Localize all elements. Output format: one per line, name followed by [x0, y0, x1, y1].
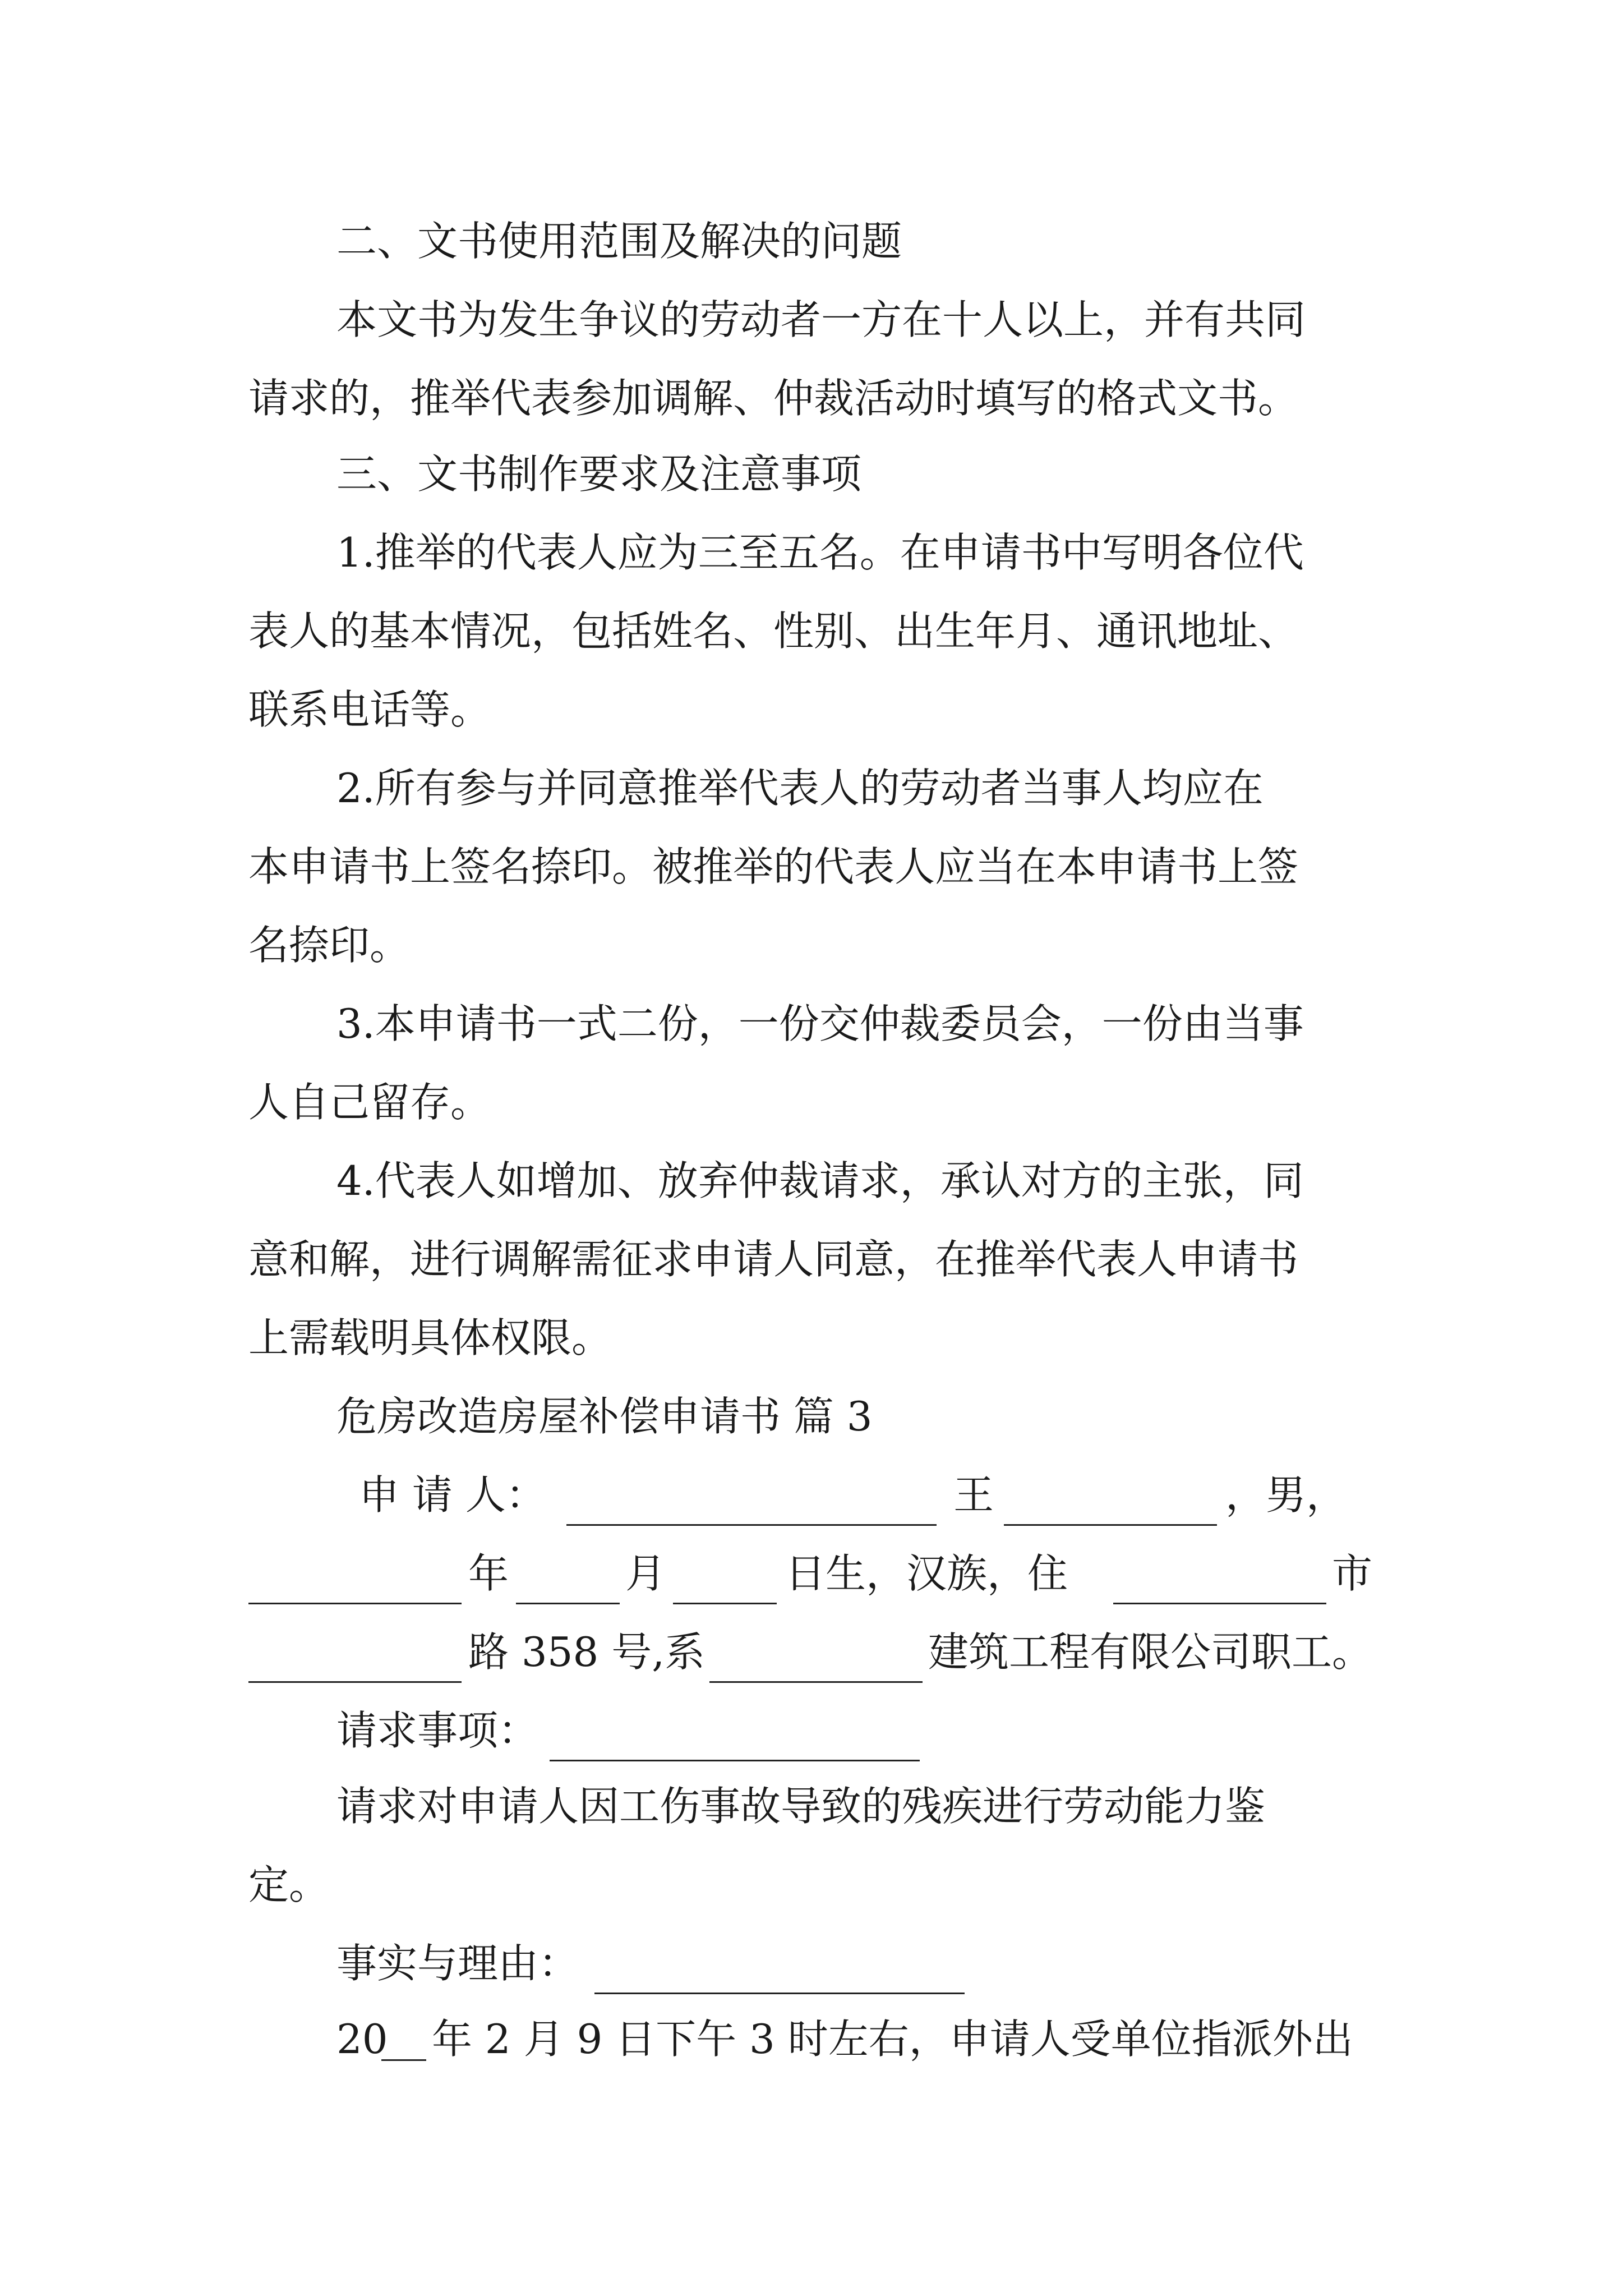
item-one-line	[0, 522, 1623, 583]
applicant-blank	[566, 1464, 937, 1526]
item-text: 表人的基本情况，包括姓名、性别、出生年月、通讯地址、	[248, 608, 1299, 655]
request-blank	[550, 1700, 920, 1761]
item-two-line	[0, 914, 1623, 976]
request-body-line	[0, 1775, 1623, 1837]
facts-text: 年 2 月 9 日下午 3 时左右，申请人受单位指派外出	[432, 2016, 1353, 2063]
city-label: 市	[1332, 1550, 1373, 1597]
facts-label-line	[0, 1932, 1623, 1994]
facts-body-line	[0, 2008, 1623, 2070]
part-three-title	[0, 1386, 1623, 1447]
item-text: 联系电话等。	[248, 686, 491, 733]
item-text: 名捺印。	[248, 922, 411, 969]
year-label: 年	[468, 1550, 509, 1597]
item-one-line	[0, 679, 1623, 740]
item-text: 意和解，进行调解需征求申请人同意，在推举代表人申请书	[248, 1236, 1299, 1283]
item-three-line	[0, 993, 1623, 1055]
item-four-line	[0, 1307, 1623, 1369]
item-text: 2.所有参与并同意推举代表人的劳动者当事人均应在	[336, 765, 1264, 812]
item-text: 上需载明具体权限。	[248, 1314, 612, 1361]
section-two-paragraph-line	[0, 367, 1623, 429]
facts-blank	[594, 1932, 965, 1994]
facts-year-prefix: 20	[336, 2016, 388, 2063]
heading-text: 二、文书使用范围及解决的问题	[336, 218, 902, 265]
section-two-paragraph-line	[0, 289, 1623, 351]
item-one-line	[0, 600, 1623, 662]
city-blank	[1113, 1543, 1326, 1604]
request-text: 请求对申请人因工伤事故导致的残疾进行劳动能力鉴	[336, 1783, 1266, 1830]
birth-day-blank	[673, 1543, 777, 1604]
item-four-line	[0, 1228, 1623, 1290]
item-two-line	[0, 836, 1623, 898]
item-text: 人自己留存。	[248, 1079, 491, 1126]
title-text: 危房改造房屋补偿申请书 篇 3	[336, 1393, 873, 1440]
section-three-heading	[0, 443, 1623, 505]
item-four-line	[0, 1150, 1623, 1212]
facts-year-blank	[381, 2008, 426, 2061]
birth-year-blank	[248, 1543, 462, 1604]
item-text: 3.本申请书一式二份，一份交仲裁委员会，一份由当事	[336, 1000, 1304, 1047]
paragraph-text: 本文书为发生争议的劳动者一方在十人以上，并有共同	[336, 296, 1306, 343]
item-text: 4.代表人如增加、放弃仲裁请求，承认对方的主张，同	[336, 1157, 1304, 1204]
employer-blank	[709, 1621, 923, 1683]
applicant-name-blank	[1004, 1464, 1217, 1526]
day-nation-text: 日生，汉族，住	[785, 1550, 1068, 1597]
item-text: 1.推举的代表人应为三至五名。在申请书中写明各位代	[336, 529, 1304, 576]
applicant-gender: ，男，	[1225, 1471, 1347, 1519]
employer-suffix-text: 建筑工程有限公司职工。	[928, 1628, 1373, 1676]
applicant-label: 申 请 人：	[359, 1471, 546, 1519]
heading-text: 三、文书制作要求及注意事项	[336, 450, 862, 498]
month-label: 月	[625, 1550, 666, 1597]
facts-label: 事实与理由：	[336, 1940, 579, 1987]
road-text: 路 358 号,系	[468, 1628, 706, 1676]
section-two-heading	[0, 210, 1623, 272]
birth-month-blank	[516, 1543, 620, 1604]
request-body-line	[0, 1854, 1623, 1916]
item-two-line	[0, 757, 1623, 819]
applicant-line	[0, 1464, 1623, 1526]
birth-residence-line	[0, 1543, 1623, 1604]
applicant-name: 王	[953, 1471, 994, 1519]
road-blank	[248, 1621, 462, 1683]
item-text: 本申请书上签名捺印。被推举的代表人应当在本申请书上签	[248, 843, 1299, 890]
request-text: 定。	[248, 1861, 330, 1908]
paragraph-text: 请求的，推举代表参加调解、仲裁活动时填写的格式文书。	[248, 375, 1299, 422]
address-employer-line	[0, 1621, 1623, 1683]
item-three-line	[0, 1071, 1623, 1133]
request-label: 请求事项：	[336, 1707, 539, 1754]
request-label-line	[0, 1700, 1623, 1761]
